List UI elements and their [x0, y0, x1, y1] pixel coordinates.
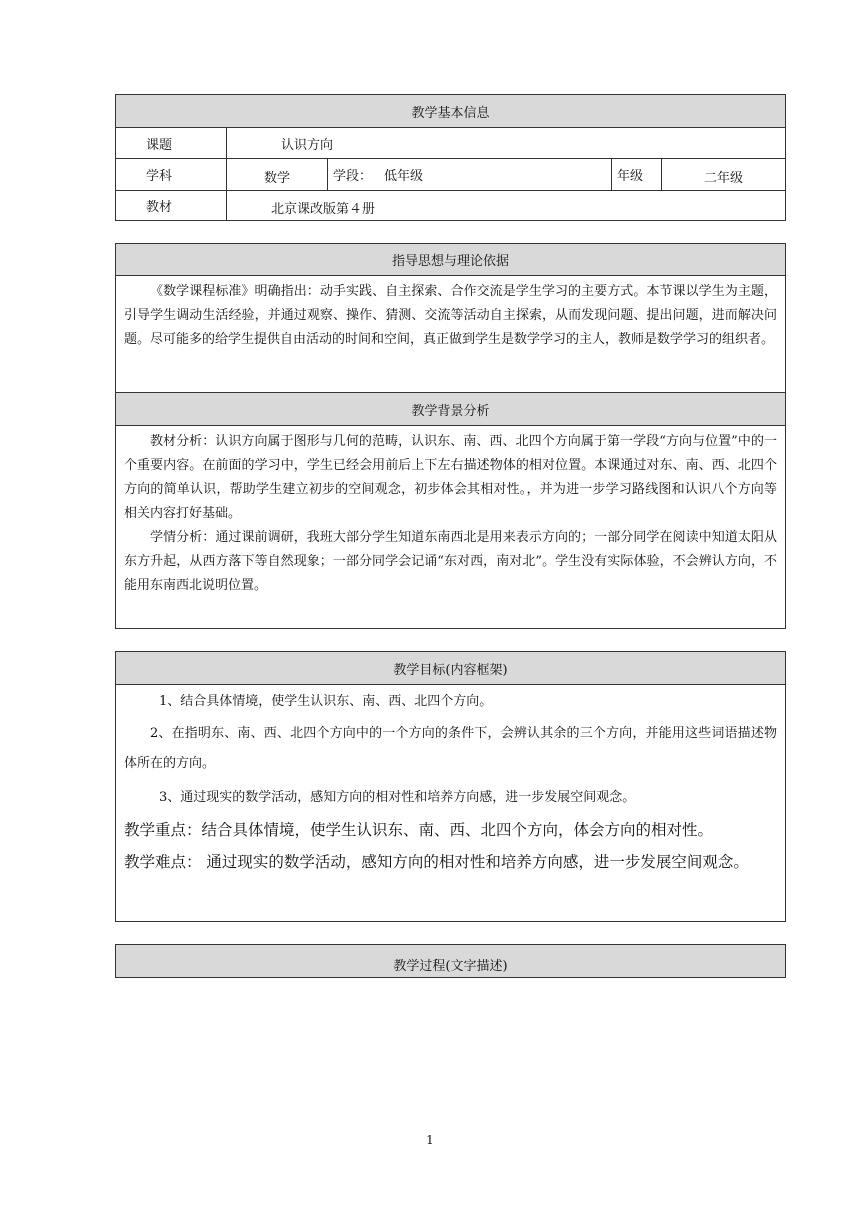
process-header: 教学过程(文字描述)	[116, 945, 785, 977]
basic-info-table	[115, 94, 786, 221]
difficult-point: 教学难点： 通过现实的数学活动，感知方向的相对性和培养方向感，进一步发展空间观念。	[124, 853, 749, 871]
topic-label: 课题	[116, 128, 227, 158]
grade-label: 年级	[612, 159, 662, 190]
objectives-section	[116, 685, 785, 877]
background-section	[116, 426, 785, 598]
subject-label: 学科	[116, 159, 227, 190]
objective-1: 1、结合具体情境，使学生认识东、南、西、北四个方向。	[159, 694, 493, 709]
guiding-background-table	[115, 243, 786, 629]
topic-row	[116, 128, 785, 159]
key-point: 教学重点：结合具体情境，使学生认识东、南、西、北四个方向，体会方向的相对性。	[124, 821, 714, 839]
textbook-analysis: 教材分析：认识方向属于图形与几何的范畴，认识东、南、西、北四个方向属于第一学段“方向与位置”中的一个重要内容。在前面的学习中，学生已经会用前后上下左右描述物体的相对位置。本课通过对东、南、西、北四个方向的简单认识，帮助学生建立初步的空间观念，初步体会其相对性。，并为进一步学习路线图和认识八个方向等相关内容打好基础。	[124, 434, 777, 521]
grade-value: 二年级	[703, 171, 743, 186]
page-number: 1	[426, 1133, 434, 1147]
background-header: 教学背景分析	[116, 393, 785, 426]
topic-value: 认识方向	[281, 137, 334, 153]
stage-label: 学段：	[333, 169, 373, 184]
subject-value: 数学	[227, 159, 328, 190]
student-analysis: 学情分析：通过课前调研，我班大部分学生知道东南西北是用来表示方向的；一部分同学在阅读中知道太阳从东方升起，从西方落下等自然现象；一部分同学会记诵“东对西，南对北”。学生没有实际体验，不会辨认方向，不能用东南西北说明位置。	[124, 530, 777, 593]
textbook-label: 教材	[116, 191, 227, 220]
guiding-header: 指导思想与理论依据	[116, 244, 785, 276]
subject-row	[116, 159, 785, 191]
process-table	[115, 944, 786, 978]
objective-2: 2、在指明东、南、西、北四个方向中的一个方向的条件下，会辨认其余的三个方向，并能用这些词语描述物体所在的方向。	[124, 726, 777, 771]
stage-value: 低年级	[384, 169, 424, 184]
guiding-text: 《数学课程标准》明确指出：动手实践、自主探索、合作交流是学生学习的主要方式。本节课以学生为主题，引导学生调动生活经验，并通过观察、操作、猜测、交流等活动自主探索，从而发现问题、提出问题，进而解决问题。尽可能多的给学生提供自由活动的时间和空间，真正做到学生是数学学习的主人，教师是数学学习的组织者。	[124, 284, 777, 347]
stage-cell	[328, 159, 612, 190]
objectives-table	[115, 651, 786, 922]
objectives-header: 教学目标(内容框架)	[116, 652, 785, 685]
objective-3: 3、通过现实的数学活动，感知方向的相对性和培养方向感，进一步发展空间观念。	[159, 790, 636, 805]
basic-info-header: 教学基本信息	[116, 95, 785, 128]
guiding-section	[116, 276, 785, 393]
textbook-row	[116, 191, 785, 220]
textbook-value: 北京课改版第４册	[271, 202, 376, 217]
